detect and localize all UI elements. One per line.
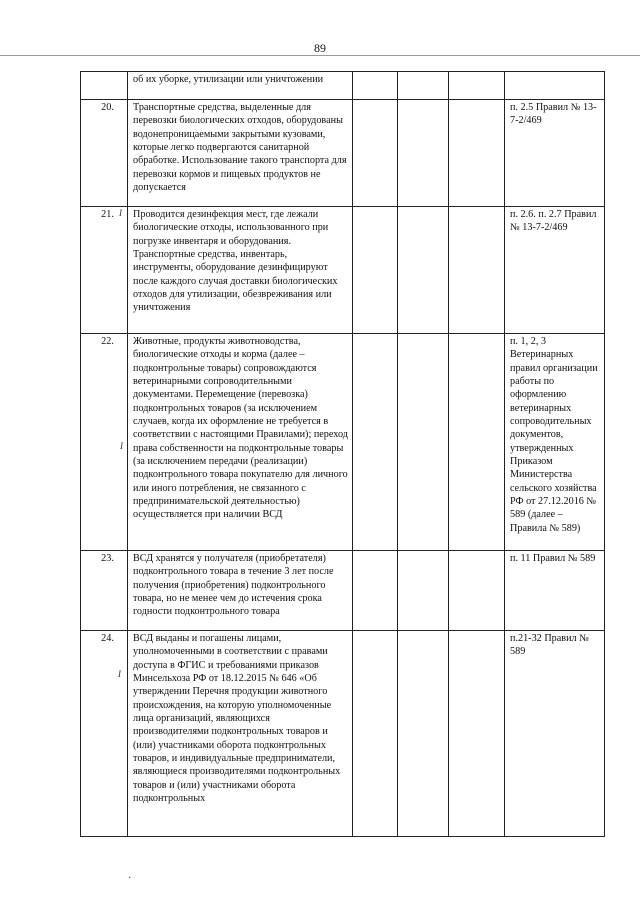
requirement-cell: Проводится дезинфекция мест, где лежали биологические отходы, использованного при погрузке инвентаря и оборудования. Транспортные средства, инвентарь, инструменты, оборудование дезинфицируют после каждого случая доставки биологических отходов для утилизации, обезвреживания или уничтожения (128, 207, 353, 334)
answer-no-cell (398, 631, 449, 837)
reference-cell (505, 72, 605, 100)
reference-cell: п. 2.6. п. 2.7 Правил № 13-7-2/469 (505, 207, 605, 334)
scan-speck: · (128, 873, 132, 884)
answer-na-cell (449, 334, 505, 551)
row-number-cell: 24. I (81, 631, 128, 837)
reference-cell: п. 1, 2, 3 Ветеринарных правил организации работы по оформлению ветеринарных сопроводительных документов, утвержденных Приказом Министерства сельского хозяйства РФ от 27.12.2016 № 589 (далее – Правила № 589) (505, 334, 605, 551)
table-row (81, 100, 605, 207)
table-row (81, 334, 605, 551)
answer-na-cell (449, 631, 505, 837)
requirement-cell: об их уборке, утилизации или уничтожении (128, 72, 353, 100)
answer-no-cell (398, 334, 449, 551)
page-number: 89 (314, 41, 326, 55)
requirement-cell: Транспортные средства, выделенные для перевозки биологических отходов, оборудованы водонепроницаемыми закрытыми кузовами, которые легко подвергаются санитарной обработке. Использование такого транспорта для перевозки кормов и пищевых продуктов не допускается (128, 100, 353, 207)
table-row (81, 551, 605, 631)
answer-yes-cell (353, 551, 398, 631)
handwritten-mark: I (120, 441, 123, 451)
reference-cell: п. 2.5 Правил № 13-7-2/469 (505, 100, 605, 207)
requirement-cell: ВСД хранятся у получателя (приобретателя) подконтрольного товара в течение 3 лет после получения (приобретения) подконтрольного товара, но не менее чем до истечения срока годности подконтрольного товара (128, 551, 353, 631)
answer-no-cell (398, 72, 449, 100)
row-number-cell: 23. (81, 551, 128, 631)
answer-yes-cell (353, 207, 398, 334)
handwritten-mark: I (119, 208, 122, 218)
answer-yes-cell (353, 72, 398, 100)
reference-cell: п.21-32 Правил № 589 (505, 631, 605, 837)
table-row (81, 72, 605, 100)
table-row (81, 631, 605, 837)
answer-na-cell (449, 207, 505, 334)
answer-yes-cell (353, 334, 398, 551)
answer-no-cell (398, 551, 449, 631)
row-number-cell (81, 72, 128, 100)
requirement-cell: Животные, продукты животноводства, биологические отходы и корма (далее – подконтрольные товары) сопровождаются ветеринарными сопроводительными документами. Перемещение (перевозка) подконтрольных товаров (за исключением случаев, когда их оформление не требуется в соответствии с настоящими Правилами); переход права собственности на подконтрольные товары (за исключением передачи (реализации) подконтрольного товара покупателю для личного или иного потребления, не связанного с предпринимательской деятельностью) осуществляется при наличии ВСД (128, 334, 353, 551)
requirement-cell: ВСД выданы и погашены лицами, уполномоченными в соответствии с правами доступа в ФГИС и требованиями приказов Минсельхоза РФ от 18.12.2015 № 646 «Об утверждении Перечня продукции животного происхождения, на которую уполномоченные лица организаций, являющихся производителями подконтрольных товаров и (или) участниками оборота подконтрольных товаров, и индивидуальные предприниматели, являющиеся производителями подконтрольных товаров и (или) участниками оборота подконтрольных (128, 631, 353, 837)
header-divider (0, 55, 640, 56)
handwritten-mark: I (118, 669, 121, 679)
row-number-cell: 22. I (81, 334, 128, 551)
answer-yes-cell (353, 631, 398, 837)
answer-na-cell (449, 100, 505, 207)
requirements-table (80, 71, 605, 837)
row-number-cell: 20. (81, 100, 128, 207)
table-row (81, 207, 605, 334)
answer-no-cell (398, 207, 449, 334)
reference-cell: п. 11 Правил № 589 (505, 551, 605, 631)
row-number-cell: 21. I (81, 207, 128, 334)
answer-yes-cell (353, 100, 398, 207)
answer-na-cell (449, 72, 505, 100)
answer-no-cell (398, 100, 449, 207)
answer-na-cell (449, 551, 505, 631)
